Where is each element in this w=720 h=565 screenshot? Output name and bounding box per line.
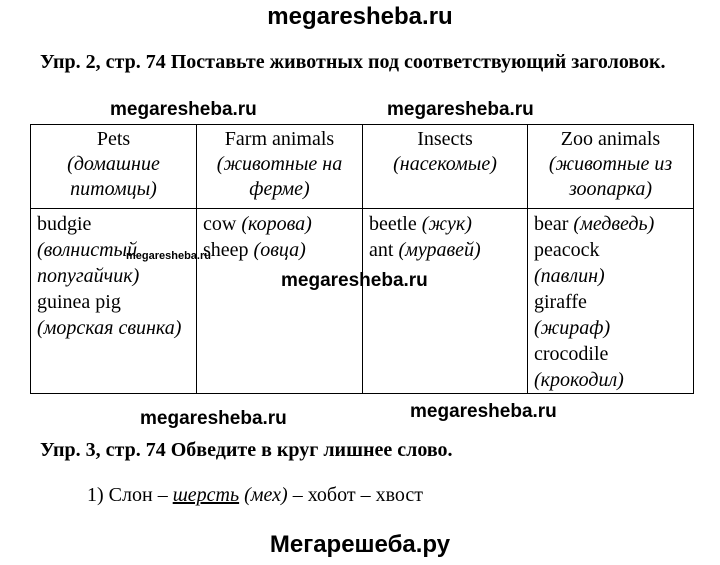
animal-ru: (муравей): [398, 239, 481, 261]
answer-word: Слон: [108, 484, 153, 506]
circled-answer-translation: (мех): [244, 484, 288, 506]
animal-en: beetle: [369, 213, 417, 235]
dash: –: [157, 484, 168, 506]
animal-ru: (овца): [253, 239, 306, 261]
exercise-3-heading: Упр. 3, стр. 74 Обведите в круг лишнее слово.: [40, 439, 453, 461]
watermark-bottom: Мегарешеба.ру: [269, 531, 451, 558]
column-header-pets: [31, 125, 197, 209]
circled-answer-word: шерсть: [172, 484, 240, 506]
table-header-row: [31, 125, 694, 209]
animal-ru: (морская свинка): [37, 317, 182, 339]
column-header-en: Pets: [96, 128, 131, 150]
column-header-insects: [363, 125, 528, 209]
answer-word: хобот: [307, 484, 356, 506]
watermark-top: megaresheba.ru: [267, 3, 453, 30]
watermark-heading-left: megaresheba.ru: [110, 99, 257, 120]
cell-pets: [31, 209, 197, 394]
cell-zoo-animals: [528, 209, 694, 394]
animal-ru: (медведь): [573, 213, 655, 235]
column-header-en: Farm animals: [224, 128, 335, 150]
animal-ru: (волнистый попугайчик): [37, 239, 140, 287]
column-header-farm-animals: [197, 125, 363, 209]
animal-ru: (жук): [421, 213, 472, 235]
animal-en: ant: [369, 239, 394, 261]
animal-en: bear: [534, 213, 569, 235]
watermark-heading-right: megaresheba.ru: [387, 99, 534, 120]
animal-en: sheep: [203, 239, 249, 261]
answer-number: 1): [87, 484, 104, 506]
animal-en: guinea pig: [37, 291, 121, 313]
dash: –: [292, 484, 303, 506]
animal-ru: (жираф): [534, 317, 611, 339]
animal-en: peacock: [534, 239, 600, 261]
animal-en: giraffe: [534, 291, 587, 313]
column-header-en: Insects: [417, 128, 473, 150]
cell-insects: [363, 209, 528, 394]
animal-ru: (павлин): [534, 265, 605, 287]
watermark-cell-small: megaresheba.ru: [126, 250, 211, 262]
dash: –: [360, 484, 371, 506]
answer-word: хвост: [375, 484, 423, 506]
column-header-ru: (насекомые): [393, 153, 497, 175]
column-header-ru: (животные из зоопарка): [548, 153, 673, 200]
answer-line: [87, 482, 423, 508]
column-header-ru: (домашние питомцы): [67, 153, 160, 200]
column-header-en: Zoo animals: [560, 128, 661, 150]
watermark-below-right: megaresheba.ru: [410, 401, 557, 422]
cell-farm-animals: [197, 209, 363, 394]
animal-ru: (крокодил): [534, 369, 624, 391]
column-header-zoo-animals: [528, 125, 694, 209]
watermark-table-center: megaresheba.ru: [281, 270, 428, 291]
exercise-2-heading: Упр. 2, стр. 74 Поставьте животных под соответствующий заголовок.: [40, 51, 666, 73]
watermark-below-left: megaresheba.ru: [140, 408, 287, 429]
animal-en: crocodile: [534, 343, 609, 365]
animal-en: cow: [203, 213, 237, 235]
column-header-ru: (животные на ферме): [216, 153, 343, 200]
animal-ru: (корова): [241, 213, 312, 235]
animal-en: budgie: [37, 213, 92, 235]
table-body-row: [31, 209, 694, 394]
